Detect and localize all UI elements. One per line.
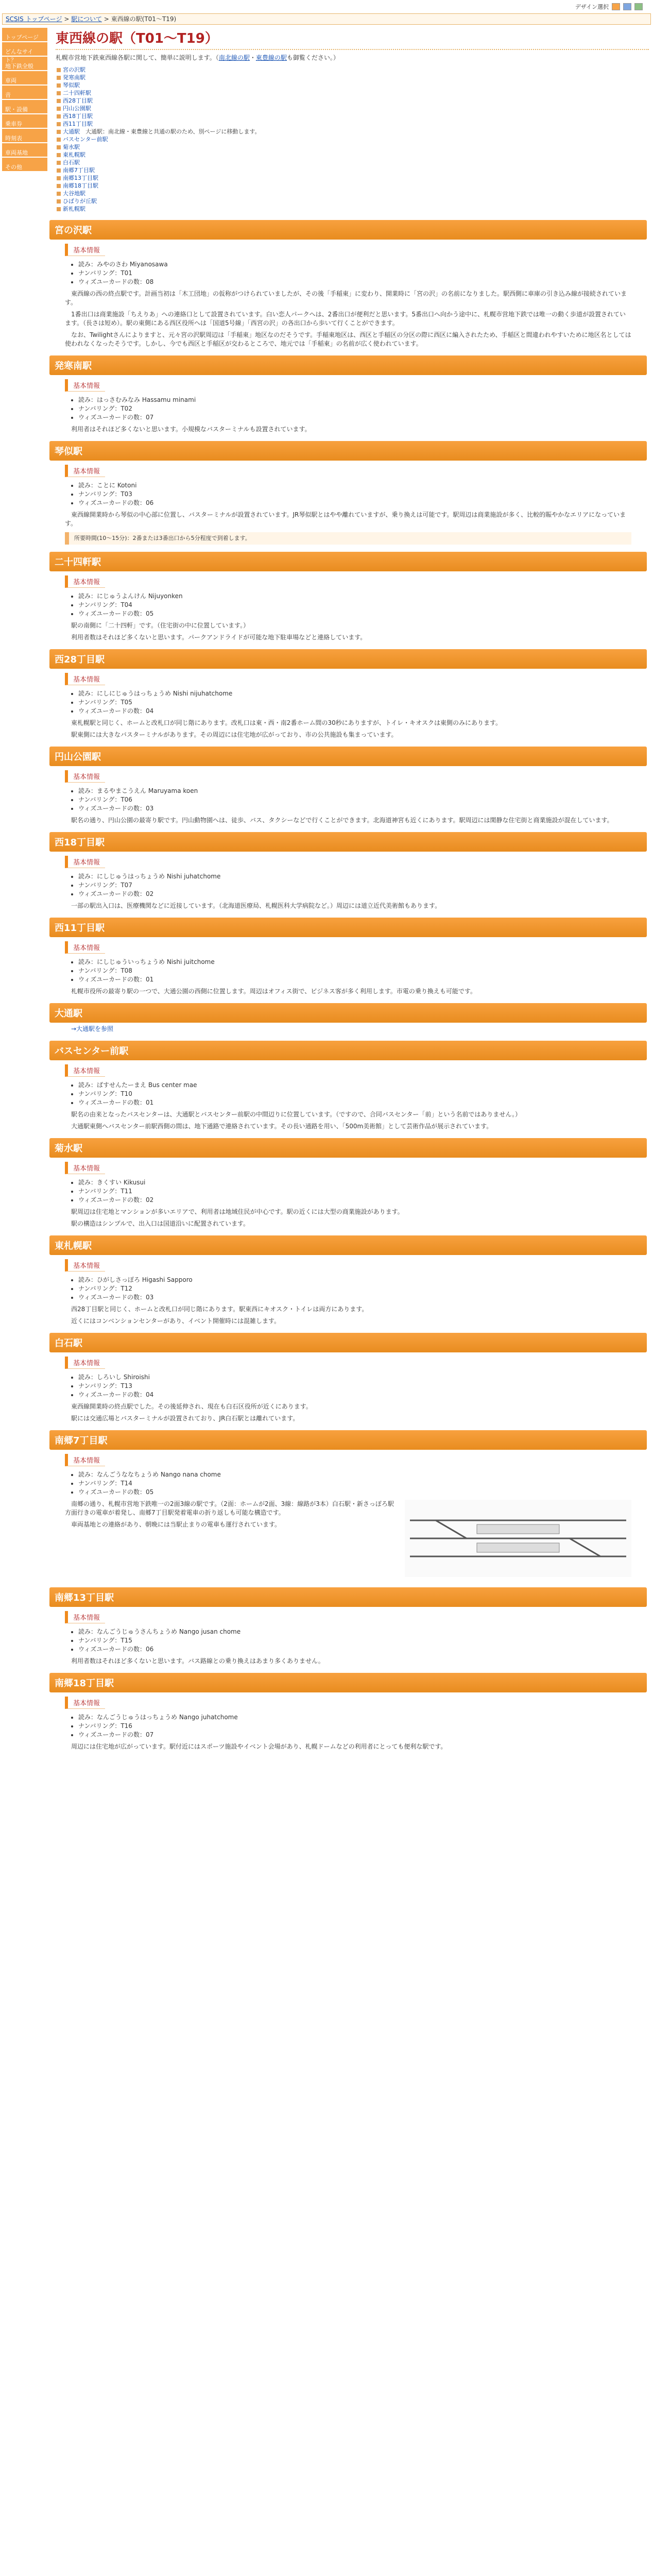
station-section bbox=[49, 832, 647, 910]
info-box: 所要時間(10〜15分)：2番または3番出口から5分程度で到着します。 bbox=[65, 532, 631, 545]
sidebar-item[interactable]: 車両基地 bbox=[2, 143, 47, 158]
station-heading: 南郷18丁目駅 bbox=[49, 1673, 647, 1692]
toc-item bbox=[56, 151, 260, 159]
toc-link[interactable]: 南郷13丁目駅 bbox=[63, 175, 98, 181]
basic-info-item: • ウィズユーカードの数：02 bbox=[78, 1196, 647, 1205]
basic-info-heading: 基本情報 bbox=[65, 379, 105, 392]
toc-item bbox=[56, 128, 260, 135]
basic-info-list bbox=[78, 396, 647, 422]
basic-info-item: • 読み：しろいし Shiroishi bbox=[78, 1373, 647, 1382]
toc-link[interactable]: 二十四軒駅 bbox=[63, 90, 91, 96]
basic-info-item: • ナンバリング：T15 bbox=[78, 1636, 647, 1645]
station-section bbox=[49, 1587, 647, 1666]
basic-info-heading: 基本情報 bbox=[65, 1259, 105, 1272]
station-description: 大通駅東側へバスセンター前駅西側の間は、地下通路で連絡されています。その長い通路を用い、「500m美術館」として芸術作品が展示されています。 bbox=[71, 1123, 493, 1130]
basic-info-list bbox=[78, 872, 647, 899]
station-heading: 南郷13丁目駅 bbox=[49, 1587, 647, 1607]
toc-link[interactable]: 大通駅 bbox=[63, 128, 80, 135]
basic-info-item: • ウィズユーカードの数：07 bbox=[78, 1731, 647, 1739]
sidebar-item[interactable]: どんなサイト？ bbox=[2, 42, 47, 57]
station-description: 駅の南側に「二十四軒」です。（住宅街の中に位置しています。） bbox=[71, 622, 250, 629]
toc-item bbox=[56, 120, 260, 128]
station-description: 駅の構造はシンプルで、出入口は国道沿いに配置されています。 bbox=[71, 1220, 250, 1227]
basic-info-item: • 読み：にじゅうよんけん Nijuyonken bbox=[78, 592, 647, 601]
basic-info-heading: 基本情報 bbox=[65, 244, 105, 256]
basic-info-heading: 基本情報 bbox=[65, 856, 105, 868]
basic-info-list bbox=[78, 1276, 647, 1302]
station-heading: 大通駅 bbox=[49, 1003, 647, 1023]
station-description: 利用者数はそれほど多くないと思います。パークアンドライドが可能な地下駐車場などと連絡しています。 bbox=[71, 634, 367, 641]
station-description: 利用者数はそれほど多くないと思います。バス路線との乗り換えはあまり多くありません。 bbox=[71, 1657, 324, 1665]
toc-item bbox=[56, 205, 260, 213]
basic-info-item: • ナンバリング：T04 bbox=[78, 601, 647, 609]
basic-info-item: • ナンバリング：T01 bbox=[78, 269, 647, 278]
toc-item bbox=[56, 89, 260, 97]
station-link-para bbox=[65, 1025, 631, 1033]
station-link[interactable]: →大通駅を参照 bbox=[71, 1025, 114, 1032]
station-heading: 円山公園駅 bbox=[49, 747, 647, 766]
basic-info-list bbox=[78, 787, 647, 813]
basic-info-item: • ナンバリング：T14 bbox=[78, 1479, 647, 1488]
sidebar-item[interactable]: その他 bbox=[2, 158, 47, 172]
station-description: 東西線の西の終点駅です。計画当初は「木工団地」の仮称がつけられていましたが、その後「手稲東」に変わり、開業時に「宮の沢」の名前になりました。駅西側に車庫の引き込み線が接続されています。 bbox=[65, 290, 627, 306]
lead-text-end: も御覧ください。） bbox=[286, 54, 339, 61]
toc-link[interactable]: 琴似駅 bbox=[63, 82, 80, 89]
basic-info-item: • 読み：ひがしさっぽろ Higashi Sapporo bbox=[78, 1276, 647, 1284]
toc-link[interactable]: 白石駅 bbox=[63, 159, 80, 166]
basic-info-list bbox=[78, 1373, 647, 1399]
station-heading: 発寒南駅 bbox=[49, 355, 647, 375]
basic-info-item: • ウィズユーカードの数：03 bbox=[78, 804, 647, 813]
station-heading: 西11丁目駅 bbox=[49, 918, 647, 937]
basic-info-list bbox=[78, 592, 647, 618]
basic-info-item: • ナンバリング：T10 bbox=[78, 1090, 647, 1098]
basic-info-list bbox=[78, 481, 647, 507]
sidebar-item[interactable]: 駅・設備 bbox=[2, 100, 47, 114]
station-description: 東西線開業時の終点駅でした。その後延伸され、現在も白石区役所が近くにあります。 bbox=[71, 1403, 312, 1410]
station-heading: 西28丁目駅 bbox=[49, 649, 647, 669]
basic-info-item: • 読み：みやのさわ Miyanosawa bbox=[78, 260, 647, 269]
station-description: 駅名の由来となったバスセンターは、大通駅とバスセンター前駅の中間辺りに位置しています。（ですので、合同バスセンター「前」という名前ではありません。） bbox=[71, 1111, 522, 1118]
basic-info-list bbox=[78, 1081, 647, 1107]
breadcrumb-sep: > bbox=[62, 15, 72, 23]
basic-info-heading: 基本情報 bbox=[65, 1162, 105, 1174]
basic-info-item: • ナンバリング：T03 bbox=[78, 490, 647, 499]
station-section bbox=[49, 1003, 647, 1033]
station-heading: 東札幌駅 bbox=[49, 1235, 647, 1255]
station-section bbox=[49, 1138, 647, 1228]
track-layout-diagram bbox=[405, 1500, 631, 1577]
design-swatch-orange[interactable] bbox=[612, 3, 620, 10]
basic-info-item: • ウィズユーカードの数：04 bbox=[78, 707, 647, 716]
toc-link[interactable]: 円山公園駅 bbox=[63, 105, 91, 112]
toc-item bbox=[56, 190, 260, 197]
basic-info-item: • ウィズユーカードの数：05 bbox=[78, 609, 647, 618]
sidebar-item[interactable]: 車両 bbox=[2, 71, 47, 86]
basic-info-item: • ウィズユーカードの数：05 bbox=[78, 1488, 647, 1497]
station-section bbox=[49, 552, 647, 642]
station-sections bbox=[56, 220, 649, 1751]
basic-info-item: • 読み：きくすい Kikusui bbox=[78, 1178, 647, 1187]
breadcrumb-parent-link[interactable]: 駅について bbox=[71, 15, 102, 23]
basic-info-heading: 基本情報 bbox=[65, 1357, 105, 1369]
station-description: 周辺には住宅地が広がっています。駅付近にはスポーツ施設やイベント会場があり、札幌ドームなどの利用者にとっても便利な駅です。 bbox=[71, 1743, 447, 1750]
basic-info-list bbox=[78, 1178, 647, 1205]
station-description: 一部の駅出入口は、医療機関などに近接しています。（北海道医療局、札幌医科大学病院など。）周辺には道立近代美術館もあります。 bbox=[71, 902, 441, 909]
station-description: 札幌市役所の最寄り駅の一つで、大通公園の西側に位置します。周辺はオフィス街で、ビジネス客が多く利用します。市電の乗り換えも可能です。 bbox=[71, 988, 476, 995]
station-heading: 二十四軒駅 bbox=[49, 552, 647, 571]
toc-item bbox=[56, 74, 260, 81]
basic-info-heading: 基本情報 bbox=[65, 575, 105, 588]
station-section bbox=[49, 441, 647, 545]
basic-info-item: • ウィズユーカードの数：03 bbox=[78, 1293, 647, 1302]
station-description: 車両基地との連絡があり、朝晩には当駅止まりの電車も運行されています。 bbox=[71, 1521, 281, 1528]
basic-info-item: • ウィズユーカードの数：06 bbox=[78, 499, 647, 507]
station-toc bbox=[56, 66, 649, 213]
toc-link[interactable]: ひばりが丘駅 bbox=[63, 198, 97, 205]
design-selector-label: デザイン選択 bbox=[575, 4, 609, 10]
basic-info-list bbox=[78, 1713, 647, 1739]
design-swatch-blue[interactable] bbox=[623, 3, 631, 10]
basic-info-item: • ナンバリング：T02 bbox=[78, 404, 647, 413]
station-section bbox=[49, 220, 647, 348]
basic-info-item: • ウィズユーカードの数：01 bbox=[78, 1098, 647, 1107]
station-heading: 南郷7丁目駅 bbox=[49, 1430, 647, 1450]
basic-info-item: • ウィズユーカードの数：07 bbox=[78, 413, 647, 422]
station-heading: バスセンター前駅 bbox=[49, 1041, 647, 1060]
toc-link[interactable]: 東札幌駅 bbox=[63, 151, 85, 158]
breadcrumb-home-link[interactable]: SCSIS トップページ bbox=[6, 15, 62, 23]
basic-info-item: • ナンバリング：T16 bbox=[78, 1722, 647, 1731]
basic-info-item: • ナンバリング：T08 bbox=[78, 967, 647, 975]
basic-info-item: • ウィズユーカードの数：08 bbox=[78, 278, 647, 286]
station-description: 近くにはコンベンションセンターがあり、イベント開催時には混雑します。 bbox=[71, 1317, 281, 1325]
station-description: 東西線開業時から琴似の中心部に位置し、バスターミナルが設置されています。JR琴似駅とはやや離れていますが、乗り換えは可能です。駅周辺は商業施設が多く、比較的賑やかなエリアになっています。 bbox=[65, 511, 626, 527]
station-section bbox=[49, 649, 647, 739]
station-description: 駅東側には大きなバスターミナルがあります。その周辺には住宅地が広がっており、市の公共施設も集まっています。 bbox=[71, 731, 398, 738]
basic-info-list bbox=[78, 1628, 647, 1654]
sidebar-item[interactable]: 時刻表 bbox=[2, 129, 47, 143]
breadcrumb-current: 東西線の駅(T01〜T19) bbox=[111, 15, 177, 23]
station-description: 南郷の通り、札幌市営地下鉄唯一の2面3線の駅です。（2面：ホームが2面、3線：線路が3本）白石駅・新さっぽろ駅方面行きの電車が着発し、南郷7丁目駅発着電車の折り返しも可能な構造です。 bbox=[65, 1500, 394, 1516]
toc-link[interactable]: バスセンター前駅 bbox=[63, 136, 108, 143]
station-section bbox=[49, 1333, 647, 1423]
basic-info-item: • ウィズユーカードの数：06 bbox=[78, 1645, 647, 1654]
station-heading: 琴似駅 bbox=[49, 441, 647, 461]
basic-info-item: • 読み：にしにじゅうはっちょうめ Nishi nijuhatchome bbox=[78, 689, 647, 698]
basic-info-item: • 読み：なんごうじゅうさんちょうめ Nango jusan chome bbox=[78, 1628, 647, 1636]
sidebar-item[interactable]: 地下鉄全般 bbox=[2, 57, 47, 71]
station-description: 西28丁目駅と同じく、ホームと改札口が同じ階にあります。駅東西にキオスク・トイレは両方にあります。 bbox=[71, 1306, 368, 1313]
toc-item bbox=[56, 159, 260, 166]
basic-info-item: • ナンバリング：T11 bbox=[78, 1187, 647, 1196]
basic-info-item: • 読み：ことに Kotoni bbox=[78, 481, 647, 490]
toc-link[interactable]: 大谷地駅 bbox=[63, 190, 85, 197]
station-heading: 西18丁目駅 bbox=[49, 832, 647, 852]
basic-info-item: • 読み：なんごうななちょうめ Nango nana chome bbox=[78, 1470, 647, 1479]
station-description: 東札幌駅と同じく、ホームと改札口が同じ階にあります。改札口は東・西・南2番ホーム間の30秒にありますが、トイレ・キオスクは東側のみにあります。 bbox=[71, 719, 502, 726]
sidebar-item[interactable]: 音 bbox=[2, 86, 47, 100]
station-section bbox=[49, 1673, 647, 1751]
toc-item bbox=[56, 81, 260, 89]
basic-info-item: • 読み：はっさむみなみ Hassamu minami bbox=[78, 396, 647, 404]
basic-info-heading: 基本情報 bbox=[65, 1064, 105, 1077]
nanboku-stations-link[interactable]: 南北線の駅 bbox=[218, 54, 250, 61]
station-description: 駅には交通広場とバスターミナルが設置されており、JR白石駅とは離れています。 bbox=[71, 1415, 299, 1422]
breadcrumb-sep: > bbox=[101, 15, 111, 23]
station-description: 1番出口は商業施設「ちえりあ」への連絡口として設置されています。白い恋人パークへは、2番出口が便利だと思います。5番出口へ向かう途中に、札幌市営地下鉄では唯一の動く歩道が設置されています。（長さは短め）。駅の東側にある西区役所へは「国道5号線」「西宮の沢」の各出口から歩いて行くことができます。 bbox=[65, 311, 626, 327]
station-section bbox=[49, 1235, 647, 1326]
toc-link[interactable]: 南郷18丁目駅 bbox=[63, 182, 98, 189]
basic-info-heading: 基本情報 bbox=[65, 673, 105, 685]
toc-item bbox=[56, 197, 260, 205]
toc-link[interactable]: 西18丁目駅 bbox=[63, 113, 93, 120]
toc-item bbox=[56, 66, 260, 74]
track-diagram bbox=[405, 1500, 631, 1577]
station-description: 駅名の通り、円山公園の最寄り駅です。円山動物園へは、徒歩、バス、タクシーなどで行くことができます。北海道神宮も近くにあります。駅周辺には閑静な住宅街と商業施設が混在しています。 bbox=[71, 817, 613, 824]
basic-info-list bbox=[78, 1470, 647, 1497]
toc-item bbox=[56, 97, 260, 105]
basic-info-item: • 読み：ばすせんたーまえ Bus center mae bbox=[78, 1081, 647, 1090]
basic-info-heading: 基本情報 bbox=[65, 1611, 105, 1623]
basic-info-item: • ナンバリング：T05 bbox=[78, 698, 647, 707]
basic-info-heading: 基本情報 bbox=[65, 1697, 105, 1709]
toc-link[interactable]: 宮の沢駅 bbox=[63, 66, 85, 73]
toc-link[interactable]: 新札幌駅 bbox=[63, 206, 85, 212]
main-content bbox=[47, 28, 653, 1754]
basic-info-item: • 読み：にしじゅういっちょうめ Nishi juitchome bbox=[78, 958, 647, 967]
station-section bbox=[49, 1430, 647, 1580]
station-section bbox=[49, 747, 647, 825]
basic-info-item: • ナンバリング：T13 bbox=[78, 1382, 647, 1391]
station-description: 利用者はそれほど多くないと思います。小規模なバスターミナルも設置されています。 bbox=[71, 426, 311, 433]
basic-info-item: • ナンバリング：T12 bbox=[78, 1284, 647, 1293]
basic-info-item: • ウィズユーカードの数：02 bbox=[78, 890, 647, 899]
toc-note: 大通駅：南北線・東豊線と共通の駅のため、別ページに移動します。 bbox=[85, 128, 261, 135]
toc-link[interactable]: 西11丁目駅 bbox=[63, 121, 93, 127]
station-section bbox=[49, 1041, 647, 1131]
toho-stations-link[interactable]: 東豊線の駅 bbox=[255, 54, 287, 61]
station-heading: 白石駅 bbox=[49, 1333, 647, 1352]
toc-item bbox=[56, 112, 260, 120]
lead-text-start: 札幌市営地下鉄東西線各駅に関して、簡単に説明します。（ bbox=[56, 54, 219, 61]
basic-info-item: • 読み：まるやまこうえん Maruyama koen bbox=[78, 787, 647, 795]
basic-info-item: • ウィズユーカードの数：01 bbox=[78, 975, 647, 984]
basic-info-item: • ナンバリング：T07 bbox=[78, 881, 647, 890]
page-title: 東西線の駅（T01〜T19） bbox=[56, 28, 649, 50]
toc-item bbox=[56, 105, 260, 112]
station-heading: 菊水駅 bbox=[49, 1138, 647, 1158]
basic-info-heading: 基本情報 bbox=[65, 770, 105, 783]
breadcrumb bbox=[2, 13, 651, 25]
basic-info-heading: 基本情報 bbox=[65, 941, 105, 954]
sidebar-item[interactable]: 乗車券 bbox=[2, 114, 47, 129]
station-description: なお、Twilightさんによりますと、元々宮の沢駅周辺は「手稲東」地区なのだそうです。手稲東地区は、西区と手稲区の分区の際に西区に編入されたため、手稲区と間違われやすいために地区名としては使われなくなったそうです。しかし、今でも西区と手稲区が交わるところで、地元では「手稲東」の名前が広く使われています。 bbox=[65, 331, 631, 347]
station-section bbox=[49, 355, 647, 434]
basic-info-item: • ナンバリング：T06 bbox=[78, 795, 647, 804]
toc-link[interactable]: 発寒南駅 bbox=[63, 74, 85, 81]
design-swatch-green[interactable] bbox=[634, 3, 643, 10]
sidebar-nav bbox=[0, 28, 47, 1754]
basic-info-list bbox=[78, 260, 647, 286]
toc-item bbox=[56, 174, 260, 182]
sidebar-item[interactable]: トップページ bbox=[2, 28, 47, 42]
station-description: 駅周辺は住宅地とマンションが多いエリアで、利用者は地域住民が中心です。駅の近くには大型の商業施設があります。 bbox=[71, 1208, 404, 1215]
toc-item bbox=[56, 182, 260, 190]
basic-info-item: • 読み：にしじゅうはっちょうめ Nishi juhatchome bbox=[78, 872, 647, 881]
basic-info-item: • 読み：なんごうじゅうはっちょうめ Nango juhatchome bbox=[78, 1713, 647, 1722]
design-selector bbox=[575, 3, 643, 11]
basic-info-item: • ウィズユーカードの数：04 bbox=[78, 1391, 647, 1399]
toc-item bbox=[56, 166, 260, 174]
toc-link[interactable]: 西28丁目駅 bbox=[63, 97, 93, 104]
basic-info-list bbox=[78, 689, 647, 716]
toc-link[interactable]: 南郷7丁目駅 bbox=[63, 167, 95, 174]
basic-info-heading: 基本情報 bbox=[65, 465, 105, 477]
top-bar bbox=[0, 0, 653, 12]
lead-text bbox=[56, 53, 649, 62]
toc-link[interactable]: 菊水駅 bbox=[63, 144, 80, 150]
basic-info-heading: 基本情報 bbox=[65, 1454, 105, 1466]
toc-item bbox=[56, 135, 260, 143]
toc-item bbox=[56, 143, 260, 151]
toc-list bbox=[56, 66, 260, 213]
lead-text-mid: ・ bbox=[249, 54, 256, 61]
station-heading: 宮の沢駅 bbox=[49, 220, 647, 240]
basic-info-list bbox=[78, 958, 647, 984]
station-section bbox=[49, 918, 647, 996]
